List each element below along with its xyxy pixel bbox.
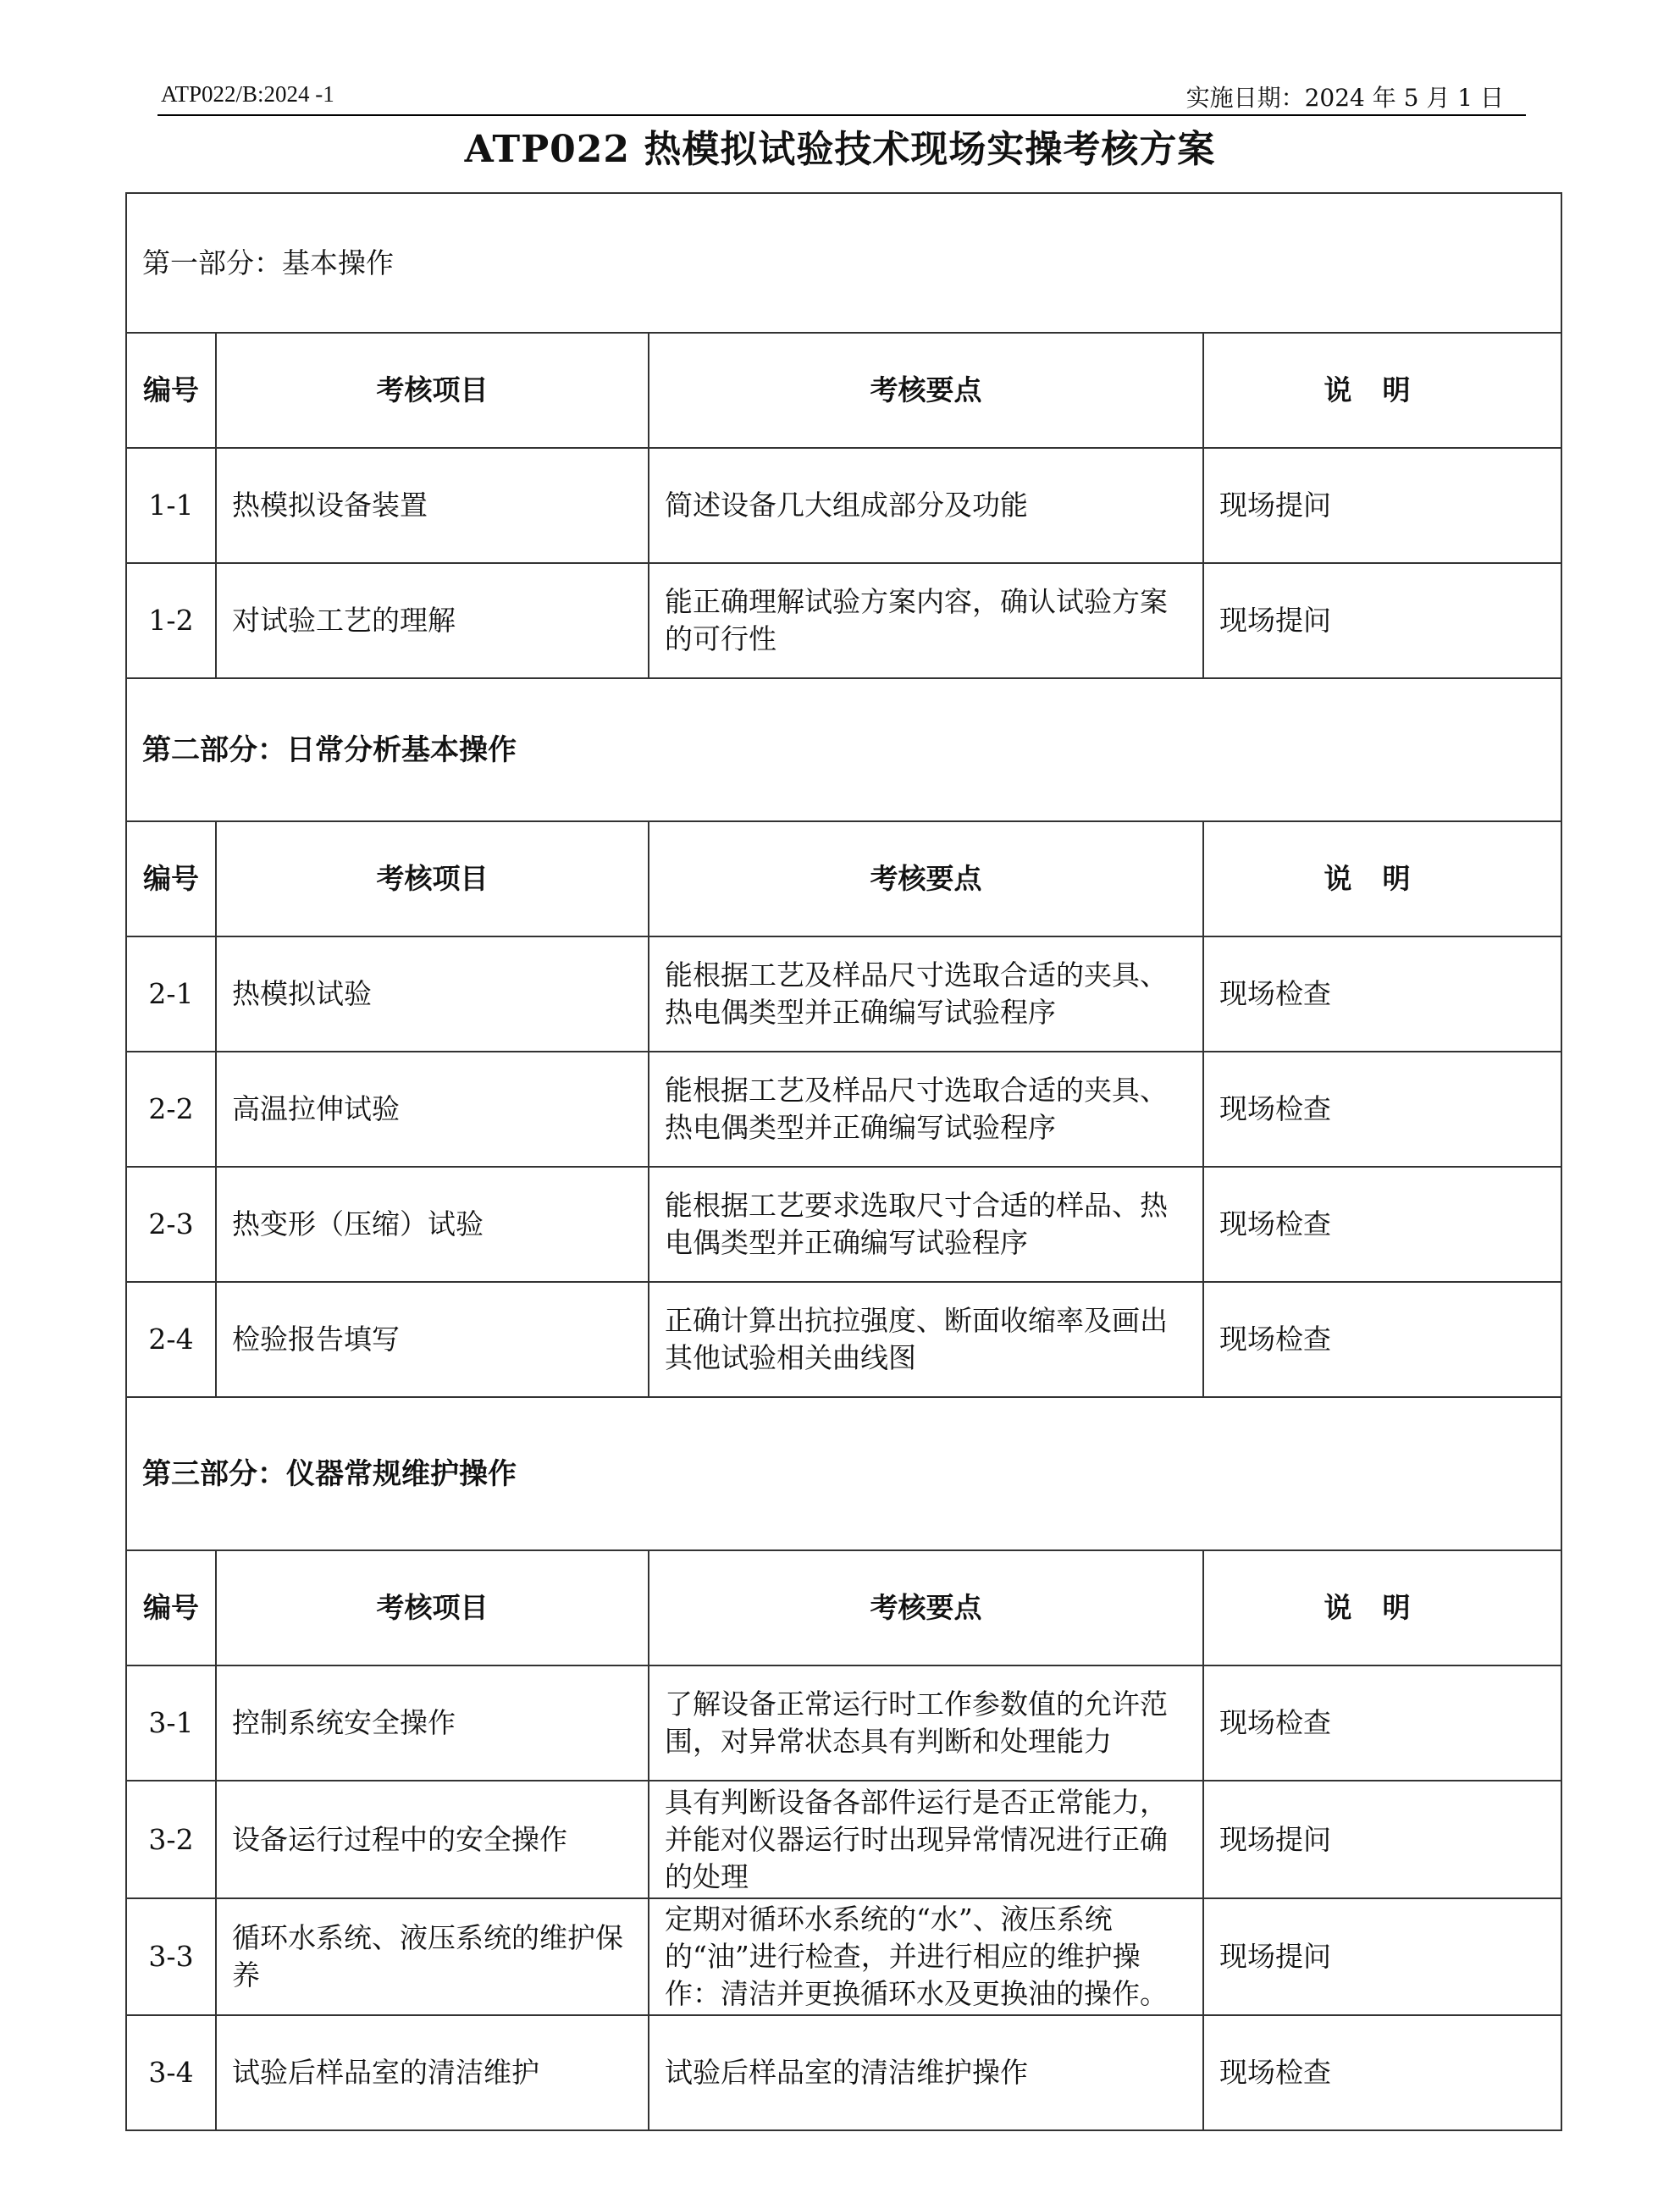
table-row [126,1898,1561,2015]
page-title: ATP022 热模拟试验技术现场实操考核方案 [464,128,1216,171]
row-num: 1-2 [126,563,216,678]
row-points: 能正确理解试验方案内容，确认试验方案的可行性 [649,563,1203,678]
row-note: 现场检查 [1203,1052,1561,1167]
row-num: 2-4 [126,1282,216,1397]
row-note: 现场检查 [1203,1167,1561,1282]
col-header-points: 考核要点 [649,1550,1203,1665]
row-item: 热模拟试验 [216,936,649,1052]
section-title: 第二部分：日常分析基本操作 [126,678,1561,821]
table-row [126,1052,1561,1167]
row-note: 现场提问 [1203,563,1561,678]
row-item: 试验后样品室的清洁维护 [216,2015,649,2130]
row-points: 能根据工艺及样品尺寸选取合适的夹具、热电偶类型并正确编写试验程序 [649,936,1203,1052]
section-header-row [126,193,1561,333]
row-note: 现场提问 [1203,448,1561,563]
row-num: 2-2 [126,1052,216,1167]
col-header-note: 说明 [1203,333,1561,448]
row-points: 能根据工艺要求选取尺寸合适的样品、热电偶类型并正确编写试验程序 [649,1167,1203,1282]
row-item: 检验报告填写 [216,1282,649,1397]
row-item: 对试验工艺的理解 [216,563,649,678]
col-header-num: 编号 [126,333,216,448]
row-points: 简述设备几大组成部分及功能 [649,448,1203,563]
table-row [126,563,1561,678]
document-code: ATP022/B:2024 -1 [161,81,334,107]
table-row [126,1665,1561,1781]
row-points: 具有判断设备各部件运行是否正常能力，并能对仪器运行时出现异常情况进行正确的处理 [649,1781,1203,1898]
col-header-points: 考核要点 [649,333,1203,448]
column-header-row [126,1550,1561,1665]
row-note: 现场提问 [1203,1898,1561,2015]
table-row [126,1167,1561,1282]
row-points: 正确计算出抗拉强度、断面收缩率及画出其他试验相关曲线图 [649,1282,1203,1397]
table-row [126,448,1561,563]
row-points: 试验后样品室的清洁维护操作 [649,2015,1203,2130]
row-item: 循环水系统、液压系统的维护保养 [216,1898,649,2015]
row-num: 3-3 [126,1898,216,2015]
col-header-item: 考核项目 [216,333,649,448]
table-row [126,1781,1561,1898]
row-item: 高温拉伸试验 [216,1052,649,1167]
col-header-note: 说明 [1203,821,1561,936]
assessment-table [125,192,1562,2131]
section-header-row [126,678,1561,821]
row-item: 设备运行过程中的安全操作 [216,1781,649,1898]
col-header-item: 考核项目 [216,1550,649,1665]
row-note: 现场检查 [1203,936,1561,1052]
row-item: 控制系统安全操作 [216,1665,649,1781]
row-points: 能根据工艺及样品尺寸选取合适的夹具、热电偶类型并正确编写试验程序 [649,1052,1203,1167]
row-item: 热变形（压缩）试验 [216,1167,649,1282]
row-points: 了解设备正常运行时工作参数值的允许范围，对异常状态具有判断和处理能力 [649,1665,1203,1781]
header-rule [158,114,1526,116]
row-num: 2-3 [126,1167,216,1282]
row-num: 3-2 [126,1781,216,1898]
table-row [126,2015,1561,2130]
col-header-item: 考核项目 [216,821,649,936]
row-note: 现场检查 [1203,1665,1561,1781]
row-points: 定期对循环水系统的“水”、液压系统 的“油”进行检查，并进行相应的维护操作：清洁并更换循环水及更换油的操作。 [649,1898,1203,2015]
row-item: 热模拟设备装置 [216,448,649,563]
row-note: 现场检查 [1203,1282,1561,1397]
table-row [126,1282,1561,1397]
column-header-row [126,821,1561,936]
row-num: 2-1 [126,936,216,1052]
row-note: 现场提问 [1203,1781,1561,1898]
implementation-date: 实施日期：2024 年 5 月 1 日 [1185,84,1504,112]
section-header-row [126,1397,1561,1550]
col-header-num: 编号 [126,821,216,936]
section-title: 第一部分：基本操作 [126,193,1561,333]
col-header-note: 说明 [1203,1550,1561,1665]
col-header-num: 编号 [126,1550,216,1665]
row-num: 3-4 [126,2015,216,2130]
row-num: 3-1 [126,1665,216,1781]
row-note: 现场检查 [1203,2015,1561,2130]
col-header-points: 考核要点 [649,821,1203,936]
column-header-row [126,333,1561,448]
row-num: 1-1 [126,448,216,563]
table-row [126,936,1561,1052]
section-title: 第三部分：仪器常规维护操作 [126,1397,1561,1550]
